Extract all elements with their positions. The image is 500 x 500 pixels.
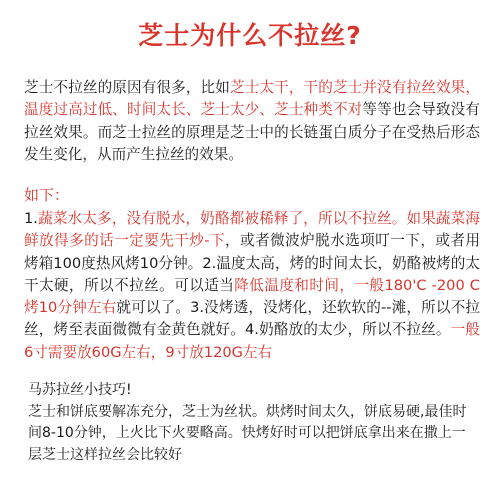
text-segment: 芝士不拉丝的原因有很多，比如: [24, 79, 230, 96]
text-segment: 就可以了。3.没烤透，没烤化，还软软的--滩，所以不拉丝，烤至表面微微有金黄色就好。4.奶酪放的太少，所以不拉丝。: [24, 299, 480, 339]
highlight-segment: 蔬菜水太多，没有脱水，奶酪都被稀释了，所以不拉丝。如果蔬菜海鲜放得多的话一定要先干炒-下: [24, 210, 480, 250]
reasons-paragraph: [24, 208, 480, 364]
highlight-segment: 一般6寸需要放60G左右，9寸放120G左右: [24, 321, 480, 361]
section-heading: 如下：: [24, 186, 70, 204]
text-segment: 等等也会导致没有拉丝效果。而芝士拉丝的原理是芝士中的长链蛋白质分子在受热后形态发生变化，从而产生拉丝的效果。: [24, 101, 480, 163]
tips-body: 芝士和饼底要解冻充分，芝士为丝状。烘烤时间太久，饼底易硬,最佳时间8-10分钟，上火比下火要略高。快烤好时可以把饼底拿出来在撒上一层芝士这样拉丝会比较好: [28, 403, 467, 463]
text-segment: 1.: [24, 210, 38, 227]
highlight-segment: 降低温度和时间，一般180'C -200 C烤10分钟左右: [24, 276, 480, 317]
highlight-segment: 芝士太干，干的芝士并没有拉丝效果，温度过高过低、时间太长、芝士太少、芝士种类不对: [24, 79, 480, 119]
article-title: 芝士为什么不拉丝?: [138, 21, 362, 50]
tips-section: [28, 380, 478, 466]
text-segment: ，或者微波炉脱水选项叮一下，或者用烤箱100度热风烤10分钟。2.温度太高，烤的时间太长，奶酪被烤的太干太硬，所以不拉丝。可以适当: [24, 232, 480, 294]
intro-paragraph: [24, 77, 480, 166]
tips-title: 马苏拉丝小技巧!: [28, 382, 132, 398]
